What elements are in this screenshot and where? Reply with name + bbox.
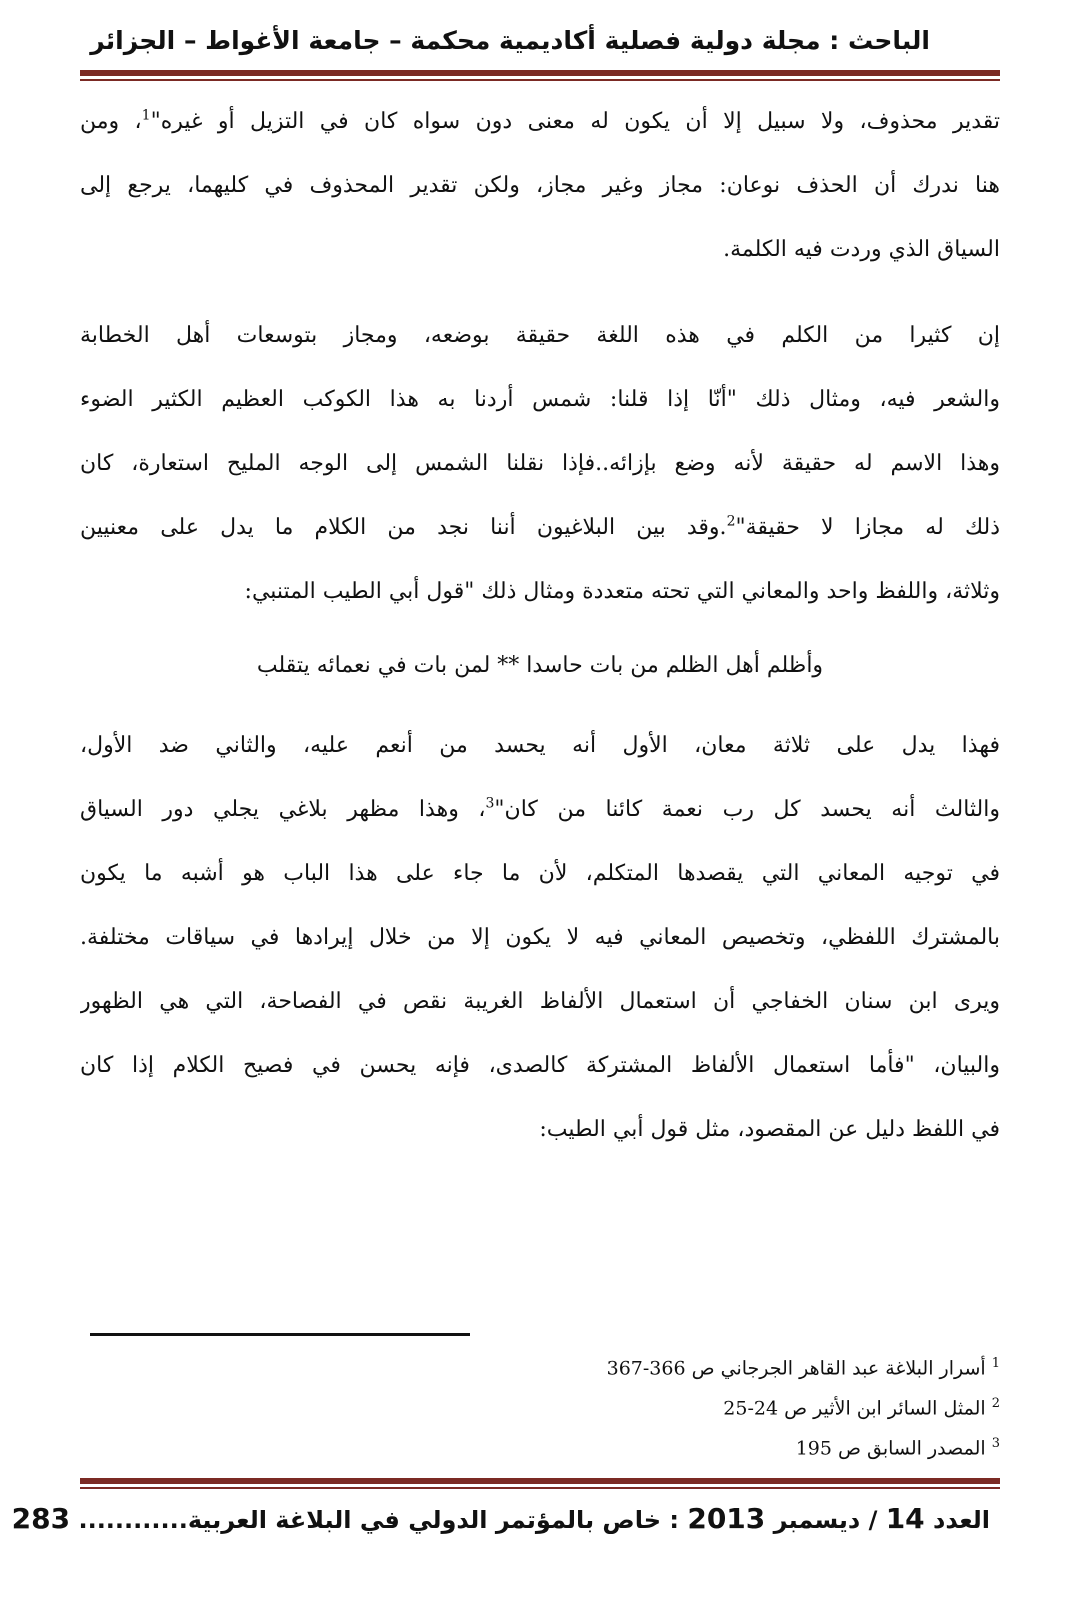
text-run: ذلك له مجازا لا حقيقة" [735, 515, 1000, 540]
header-rule [80, 70, 1000, 81]
text-line [80, 906, 1000, 970]
text-line [80, 1098, 1000, 1162]
text-run: في اللفظ دليل عن المقصود، مثل قول أبي الطيب: [539, 1117, 1000, 1142]
footer-rule-thin [80, 1487, 1000, 1489]
text-run: تقدير محذوف، ولا سبيل إلا أن يكون له معنى دون سواه كان في التزيل أو غيره" [150, 109, 1000, 134]
text-line [80, 970, 1000, 1034]
header-rule-thin [80, 79, 1000, 81]
text-run: في توجيه المعاني التي يقصدها المتكلم، لأن ما جاء على هذا الباب هو أشبه ما يكون [80, 861, 1000, 886]
text-run: هنا ندرك أن الحذف نوعان: مجاز وغير مجاز، ولكن تقدير المحذوف في كليهما، يرجع إلى [80, 173, 1000, 198]
text-run: والشعر فيه، ومثال ذلك "أنّا إذا قلنا: شمس أردنا به هذا الكوكب العظيم الكثير الضوء [80, 387, 1000, 412]
text-line [80, 714, 1000, 778]
footnote-number: 3 [991, 1436, 1000, 1451]
text-run: وثلاثة، واللفظ واحد والمعاني التي تحته متعددة ومثال ذلك "قول أبي الطيب المتنبي: [244, 579, 1000, 604]
text-run: ويرى ابن سنان الخفاجي أن استعمال الألفاظ الغريبة نقص في الفصاحة، التي هي الظهور [80, 989, 1000, 1014]
text-line [80, 154, 1000, 218]
footnote-text: أسرار البلاغة عبد القاهر الجرجاني ص 366-367 [606, 1357, 986, 1380]
text-line [80, 90, 1000, 154]
text-run: وهذا الاسم له حقيقة لأنه وضع بإزائه..فإذا نقلنا الشمس إلى الوجه المليح استعارة، كان [80, 451, 1000, 476]
footnote-number: 2 [991, 1396, 1000, 1411]
footnote-number: 1 [991, 1356, 1000, 1371]
issue-description: : خاص بالمؤتمر الدولي في البلاغة العربية............ [78, 1506, 679, 1534]
text-run: إن كثيرا من الكلم في هذه اللغة حقيقة بوضعه، ومجاز بتوسعات أهل الخطابة [80, 323, 1000, 348]
footer-rule [80, 1478, 1000, 1489]
text-run: السياق الذي وردت فيه الكلمة. [723, 237, 1000, 262]
verse-text: وأظلم أهل الظلم من بات حاسدا ** لمن بات في نعمائه يتقلب [256, 653, 824, 678]
text-run: ، وهذا مظهر بلاغي يجلي دور السياق [80, 797, 486, 822]
issue-number: 14 [885, 1502, 925, 1535]
page-number: 283 [11, 1502, 71, 1535]
header-rule-thick [80, 70, 1000, 76]
text-run: .وقد بين البلاغيون أننا نجد من الكلام ما يدل على معنيين [80, 515, 727, 540]
footnote-text: المثل السائر ابن الأثير ص 24-25 [723, 1397, 986, 1420]
article-body [80, 90, 1000, 1162]
footer-rule-thick [80, 1478, 1000, 1484]
text-line [80, 218, 1000, 282]
footnote-item [300, 1424, 1000, 1464]
footnote-item [300, 1384, 1000, 1424]
text-line [80, 304, 1000, 368]
footnote-ref: 2 [726, 513, 736, 530]
footnotes [300, 1344, 1000, 1464]
text-line [80, 368, 1000, 432]
footnote-separator [90, 1333, 470, 1336]
page-footer [11, 1502, 990, 1535]
text-line [80, 496, 1000, 560]
text-run: بالمشترك اللفظي، وتخصيص المعاني فيه لا يكون إلا من خلال إيرادها في سياقات مختلفة. [80, 925, 1000, 950]
poem-verse [80, 634, 1000, 698]
issue-label: العدد [933, 1506, 990, 1534]
text-line [80, 778, 1000, 842]
journal-header-title: الباحث : مجلة دولية فصلية أكاديمية محكمة – جامعة الأغواط – الجزائر [90, 26, 930, 55]
text-run: والبيان، "فأما استعمال الألفاظ المشتركة كالصدى، فإنه يحسن في فصيح الكلام إذا كان [80, 1053, 1000, 1078]
issue-month: ديسمبر [773, 1506, 861, 1534]
text-line [80, 432, 1000, 496]
text-run: والثالث أنه يحسد كل رب نعمة كائنا من كان" [494, 797, 1000, 822]
text-line [80, 842, 1000, 906]
footnote-ref: 3 [485, 795, 495, 812]
text-run: فهذا يدل على ثلاثة معان، الأول أنه يحسد من أنعم عليه، والثاني ضد الأول، [80, 733, 1000, 758]
footnote-item [300, 1344, 1000, 1384]
text-line [80, 560, 1000, 624]
issue-separator: / [868, 1506, 878, 1534]
footnote-text: المصدر السابق ص 195 [795, 1437, 986, 1460]
text-run: ، ومن [80, 109, 142, 134]
issue-year: 2013 [687, 1502, 766, 1535]
text-line [80, 1034, 1000, 1098]
footnote-ref: 1 [141, 107, 151, 124]
